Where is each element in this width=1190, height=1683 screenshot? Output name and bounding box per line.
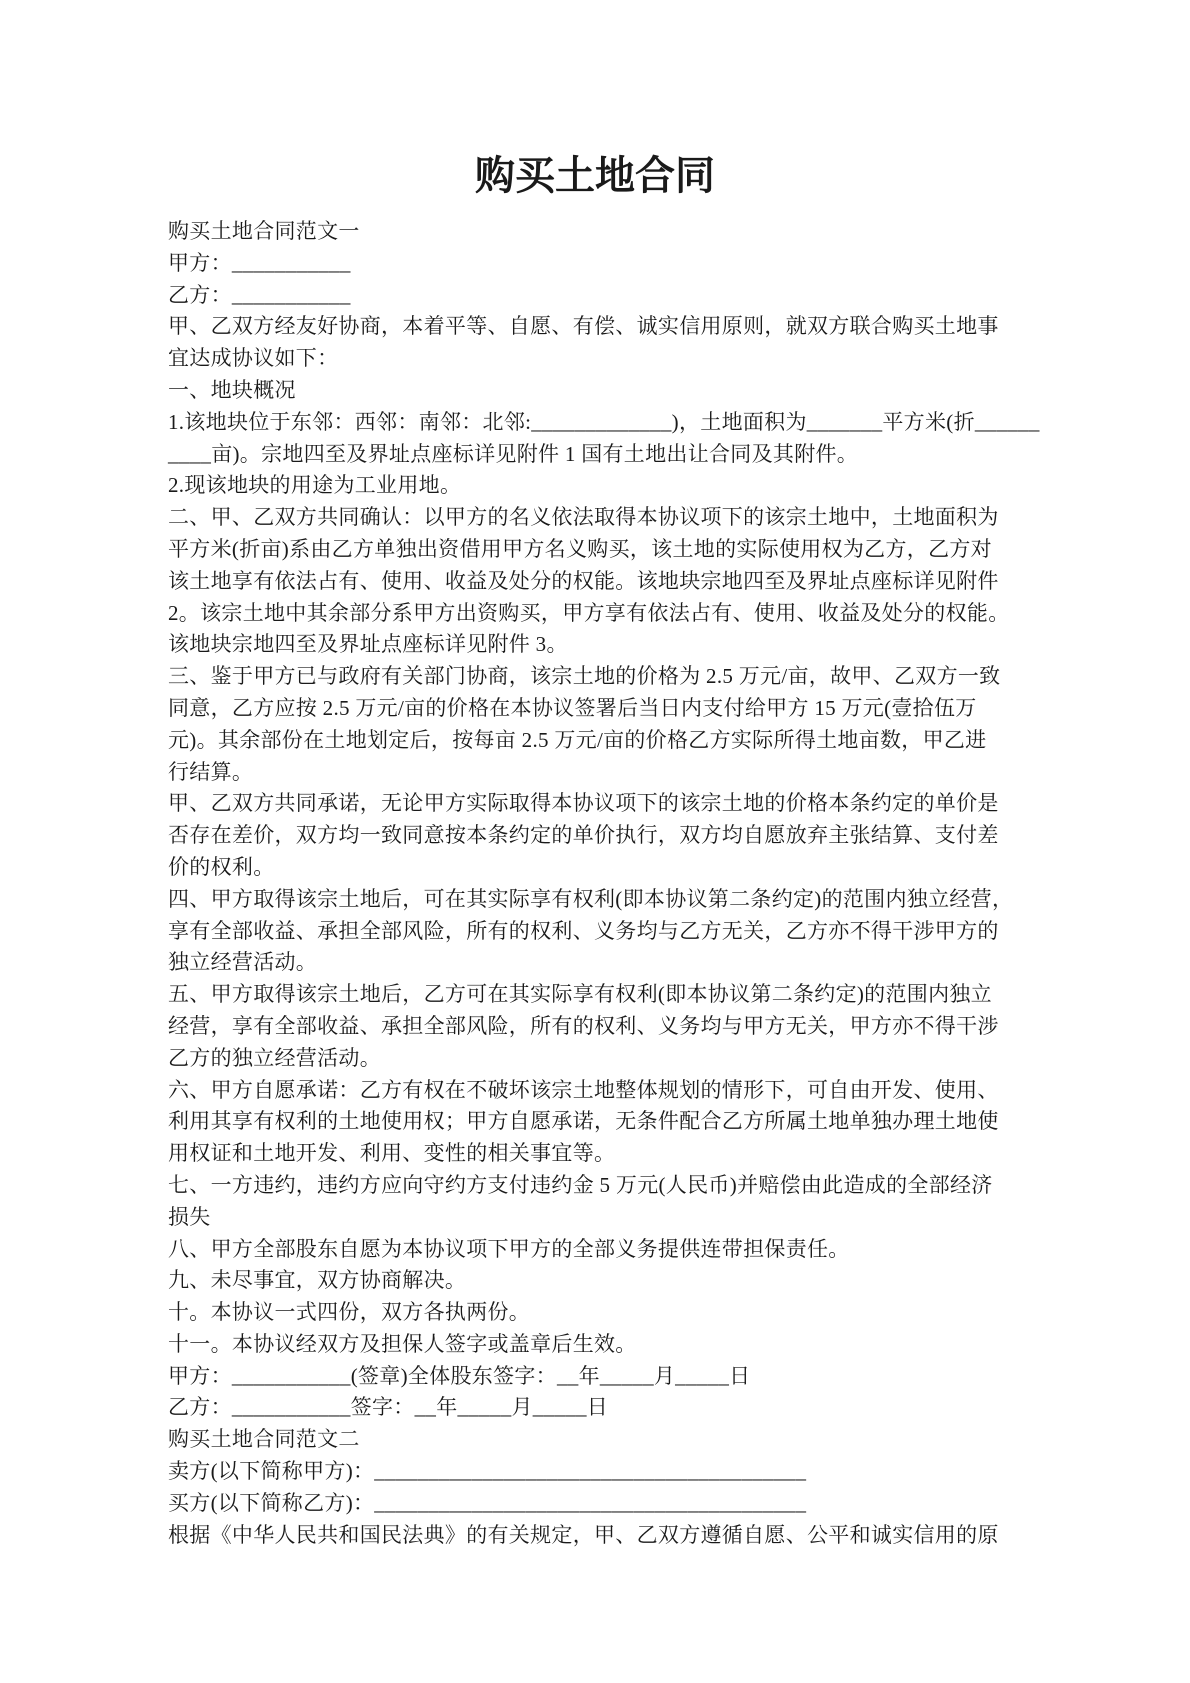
text-line: 九、未尽事宜，双方协商解决。 (168, 1268, 467, 1293)
text-line: 根据《中华人民共和国民法典》的有关规定，甲、乙双方遵循自愿、公平和诚实信用的原 (168, 1522, 999, 1547)
text-line: 2.现该地块的用途为工业用地。 (168, 473, 462, 498)
text-line: 用权证和土地开发、利用、变性的相关事宜等。 (168, 1141, 616, 1166)
text-line: 甲、乙双方共同承诺，无论甲方实际取得本协议项下的该宗土地的价格本条约定的单价是 (168, 791, 999, 816)
text-line: 四、甲方取得该宗土地后，可在其实际享有权利(即本协议第二条约定)的范围内独立经营， (168, 886, 1014, 911)
text-line: 十一。本协议经双方及担保人签字或盖章后生效。 (168, 1331, 637, 1356)
text-line: 购买土地合同范文二 (168, 1427, 360, 1452)
text-line: 元)。其余部份在土地划定后，按每亩 2.5 万元/亩的价格乙方实际所得土地亩数，甲乙进 (168, 727, 987, 752)
text-line: 平方米(折亩)系由乙方单独出资借用甲方名义购买，该土地的实际使用权为乙方，乙方对 (168, 536, 992, 561)
text-line: 卖方(以下简称甲方)：________________________________________ (168, 1459, 807, 1484)
text-line: 同意，乙方应按 2.5 万元/亩的价格在本协议签署后当日内支付给甲方 15 万元(壹拾伍万 (168, 695, 977, 720)
text-line: 六、甲方自愿承诺：乙方有权在不破坏该宗土地整体规划的情形下，可自由开发、使用、 (168, 1077, 999, 1102)
text-line: 价的权利。 (168, 854, 275, 879)
text-line: 一、地块概况 (168, 377, 296, 402)
text-line: 经营，享有全部收益、承担全部风险，所有的权利、义务均与甲方无关，甲方亦不得干涉 (168, 1013, 999, 1038)
text-line: 五、甲方取得该宗土地后，乙方可在其实际享有权利(即本协议第二条约定)的范围内独立 (168, 982, 992, 1007)
text-line: 购买土地合同范文一 (168, 219, 360, 243)
document-title: 购买土地合同 (475, 153, 715, 198)
text-line: 享有全部收益、承担全部风险，所有的权利、义务均与乙方无关，乙方亦不得干涉甲方的 (168, 918, 999, 943)
text-line: 甲方：___________(签章)全体股东签字：__年_____月_____日 (168, 1363, 751, 1388)
text-line: 1.该地块位于东邻：西邻：南邻：北邻:_____________)，土地面积为_______平方米(折______ (168, 409, 1040, 434)
text-line: 甲方：___________ (168, 250, 351, 275)
document-body (168, 216, 1098, 1551)
text-line: 该土地享有依法占有、使用、收益及处分的权能。该地块宗地四至及界址点座标详见附件 (168, 568, 999, 593)
text-line: 乙方的独立经营活动。 (168, 1045, 381, 1070)
text-line: 该地块宗地四至及界址点座标详见附件 3。 (168, 632, 568, 657)
text-line: ____亩)。宗地四至及界址点座标详见附件 1 国有土地出让合同及其附件。 (168, 441, 859, 466)
text-line: 八、甲方全部股东自愿为本协议项下甲方的全部义务提供连带担保责任。 (168, 1236, 850, 1261)
text-line: 利用其享有权利的土地使用权；甲方自愿承诺，无条件配合乙方所属土地单独办理土地使 (168, 1109, 999, 1134)
text-line: 独立经营活动。 (168, 950, 318, 975)
text-line: 十。本协议一式四份，双方各执两份。 (168, 1300, 531, 1325)
text-line: 甲、乙双方经友好协商，本着平等、自愿、有偿、诚实信用原则，就双方联合购买土地事 (168, 314, 999, 339)
text-line: 二、甲、乙双方共同确认：以甲方的名义依法取得本协议项下的该宗土地中，土地面积为 (168, 505, 999, 530)
text-line: 七、一方违约，违约方应向守约方支付违约金 5 万元(人民币)并赔偿由此造成的全部经济 (168, 1172, 993, 1197)
text-line: 否存在差价，双方均一致同意按本条约定的单价执行，双方均自愿放弃主张结算、支付差 (168, 823, 999, 848)
text-line: 损失 (168, 1204, 211, 1229)
text-line: 宜达成协议如下： (168, 346, 339, 371)
text-line: 三、鉴于甲方已与政府有关部门协商，该宗土地的价格为 2.5 万元/亩，故甲、乙双方一致 (168, 664, 1001, 689)
text-line: 买方(以下简称乙方)：________________________________________ (168, 1490, 807, 1515)
text-line: 乙方：___________签字：__年_____月_____日 (168, 1395, 609, 1420)
text-line: 乙方：___________ (168, 282, 351, 307)
text-line: 2。该宗土地中其余部分系甲方出资购买，甲方享有依法占有、使用、收益及处分的权能。 (168, 600, 1010, 625)
text-line: 行结算。 (168, 759, 254, 784)
